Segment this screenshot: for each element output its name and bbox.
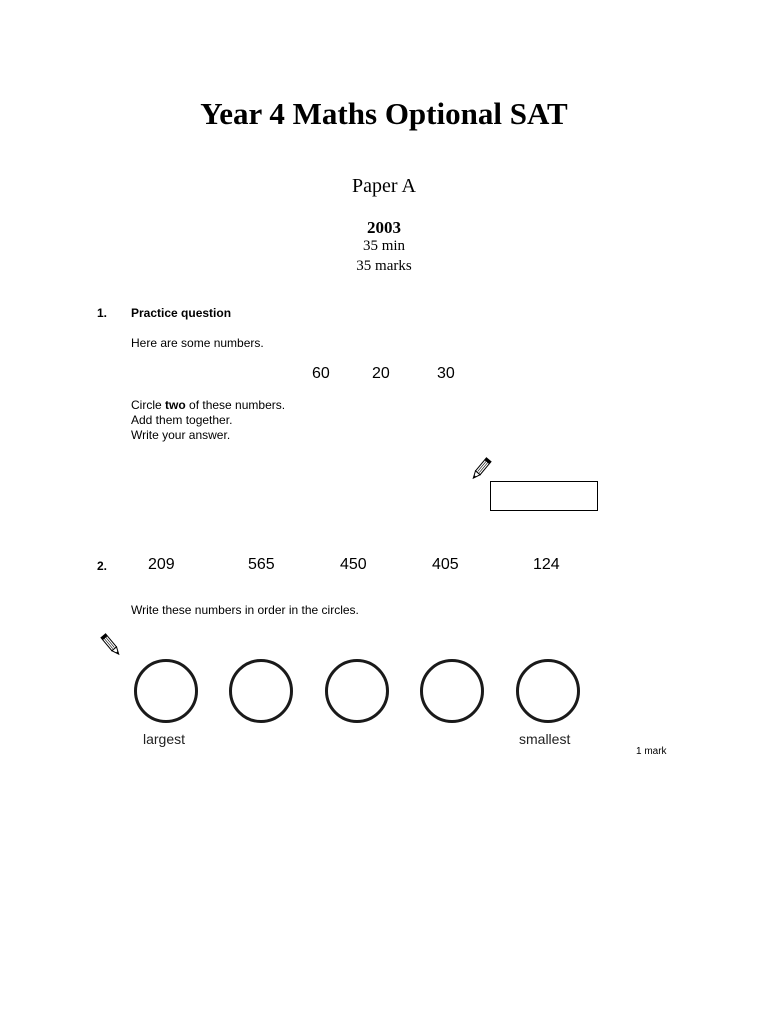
number-item: 209 <box>148 556 175 573</box>
number-item: 450 <box>340 556 367 573</box>
label-smallest: smallest <box>519 731 571 747</box>
duration-label: 35 min <box>362 238 406 254</box>
question-2-number: 2. <box>97 559 108 573</box>
pencil-icon <box>98 632 124 658</box>
question-1-number: 1. <box>97 306 108 320</box>
question-1-heading: Practice question <box>131 306 232 320</box>
instruction-emphasis: two <box>165 398 186 412</box>
question-2-instruction: Write these numbers in order in the circles. <box>131 603 359 617</box>
answer-circle-1[interactable] <box>134 659 198 723</box>
number-item[interactable]: 30 <box>437 365 455 382</box>
number-item: 124 <box>533 556 560 573</box>
pencil-icon <box>468 456 494 482</box>
total-marks-label: 35 marks <box>356 258 412 274</box>
year-label: 2003 <box>367 218 401 237</box>
number-item: 405 <box>432 556 459 573</box>
instruction-text: of these numbers. <box>185 398 286 412</box>
question-1-intro: Here are some numbers. <box>131 336 264 350</box>
question-1-line3: Write your answer. <box>131 428 231 442</box>
answer-box[interactable] <box>490 481 598 511</box>
instruction-text: Circle <box>131 398 166 412</box>
answer-circle-5[interactable] <box>516 659 580 723</box>
paper-label: Paper A <box>352 175 416 197</box>
answer-circle-4[interactable] <box>420 659 484 723</box>
question-1-line2: Add them together. <box>131 413 233 427</box>
number-item[interactable]: 60 <box>312 365 330 382</box>
page-title: Year 4 Maths Optional SAT <box>200 96 568 131</box>
answer-circle-2[interactable] <box>229 659 293 723</box>
label-largest: largest <box>143 731 186 747</box>
answer-circle-3[interactable] <box>325 659 389 723</box>
number-item[interactable]: 20 <box>372 365 390 382</box>
mark-label: 1 mark <box>636 746 667 757</box>
question-1-instruction <box>131 398 285 412</box>
number-item: 565 <box>248 556 275 573</box>
